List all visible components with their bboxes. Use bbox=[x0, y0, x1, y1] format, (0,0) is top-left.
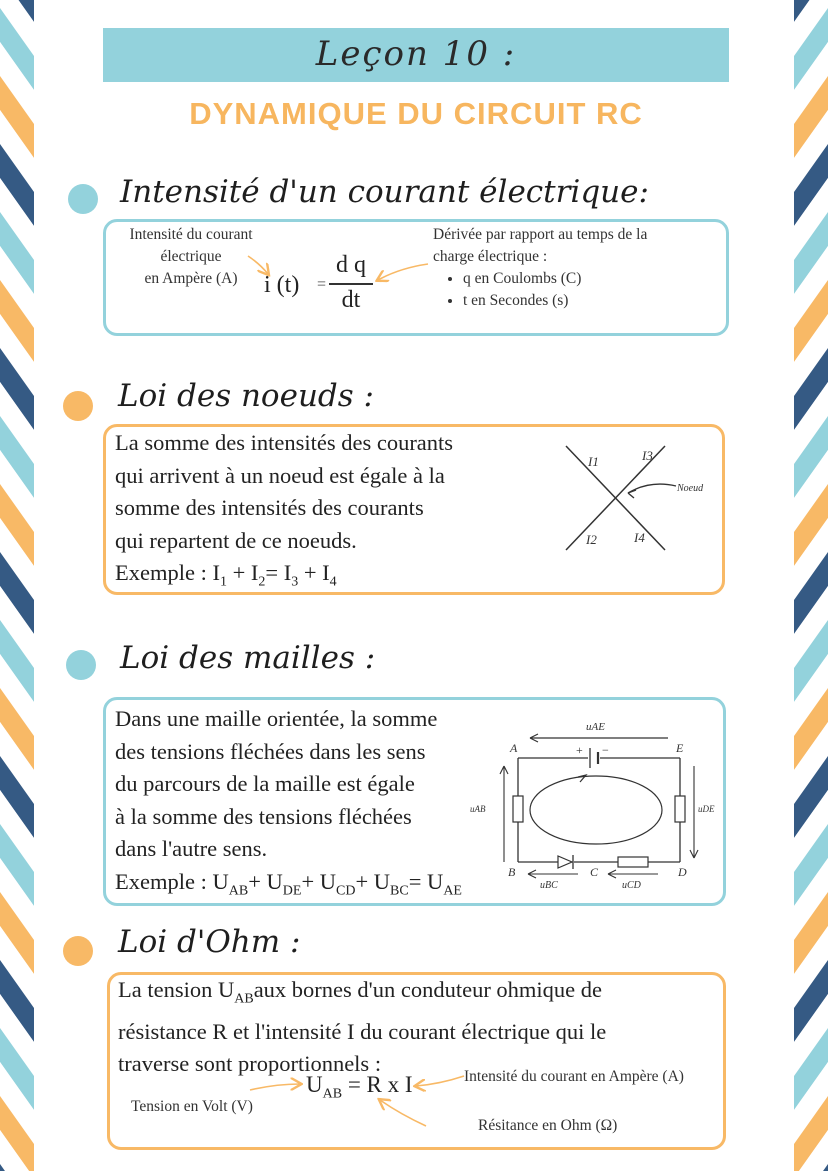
svg-text:D: D bbox=[678, 865, 687, 879]
ohm-line-2: résistance R et l'intensité I du courant électrique qui le bbox=[118, 1018, 607, 1044]
node-label-i2: I2 bbox=[586, 532, 597, 547]
ohm-text bbox=[118, 974, 718, 1080]
arrow-voltage bbox=[250, 1084, 300, 1090]
formula-intensity-lhs: i (t) bbox=[264, 272, 300, 298]
section-bullet-meshes bbox=[66, 650, 96, 680]
ohm-formula-rest: = R x I bbox=[342, 1072, 413, 1097]
ohm-formula-u: U bbox=[306, 1072, 323, 1097]
heading-nodes: Loi des noeuds : bbox=[118, 378, 374, 414]
meshes-example: Exemple : $U_{AB}+ U_{DE}+ U_{CD}+ U_{BC}= U_{AE}$ bbox=[115, 868, 462, 898]
nodes-example: Exemple : $I_1 + I_2= I_3 + I_4$ bbox=[115, 560, 337, 590]
svg-text:−: − bbox=[602, 743, 609, 757]
heading-meshes: Loi des mailles : bbox=[120, 640, 376, 676]
meshes-line: à la somme des tensions fléchées bbox=[115, 803, 412, 829]
meshes-line: du parcours de la maille est égale bbox=[115, 771, 415, 796]
arrow-resistance bbox=[380, 1100, 426, 1126]
meshes-line: des tensions fléchées dans les sens bbox=[115, 738, 426, 764]
intensity-arrows bbox=[230, 250, 430, 290]
svg-text:C: C bbox=[590, 865, 599, 879]
heading-ohm: Loi d'Ohm : bbox=[118, 924, 301, 960]
nodes-diagram bbox=[550, 438, 710, 556]
section-bullet-nodes bbox=[63, 391, 93, 421]
list-item: • t en Secondes (s) bbox=[463, 290, 723, 312]
meshes-circuit-diagram bbox=[468, 712, 718, 892]
formula-intensity-eq: = bbox=[317, 276, 327, 293]
nodes-line: La somme des intensités des courants bbox=[115, 430, 454, 455]
formula-intensity-den: dt bbox=[341, 287, 361, 313]
node-label-i1: I1 bbox=[588, 454, 599, 469]
svg-text:uAE: uAE bbox=[586, 721, 605, 733]
section-bullet-intensity bbox=[68, 184, 98, 214]
example-label: Exemple : bbox=[115, 868, 207, 894]
meshes-line: Dans une maille orientée, la somme bbox=[115, 706, 438, 731]
svg-text:+: + bbox=[576, 743, 583, 757]
intensity-left-label-line: Intensité du courant bbox=[129, 226, 253, 243]
arrow-right-to-formula bbox=[378, 264, 428, 280]
meshes-line: dans l'autre sens. bbox=[115, 836, 268, 861]
node-point-label: Noeud bbox=[677, 483, 704, 494]
svg-text:uDE: uDE bbox=[698, 804, 715, 814]
ohm-label-current: Intensité du courant en Ampère (A) bbox=[464, 1068, 684, 1085]
nodes-line: somme des intensités des courants bbox=[115, 495, 424, 520]
node-label-i3: I3 bbox=[642, 448, 653, 463]
arrow-left-to-formula bbox=[248, 256, 268, 274]
heading-intensity: Intensité d'un courant électrique: bbox=[120, 174, 649, 210]
page-title: DYNAMIQUE DU CIRCUIT RC bbox=[189, 96, 643, 131]
svg-text:uCD: uCD bbox=[622, 880, 641, 891]
svg-text:uAB: uAB bbox=[470, 804, 486, 814]
ohm-label-resistance: Résitance en Ohm (Ω) bbox=[478, 1117, 618, 1134]
intensity-right-label-line: charge électrique : bbox=[433, 248, 548, 265]
intensity-unit-list bbox=[433, 268, 723, 312]
intensity-right-label-line: Dérivée par rapport au temps de la bbox=[433, 226, 648, 243]
svg-text:E: E bbox=[676, 741, 684, 755]
ohm-line-1 bbox=[118, 974, 718, 1016]
ohm-line-1-sub: AB bbox=[234, 991, 254, 1007]
formula-intensity-num: d q bbox=[336, 252, 366, 278]
intensity-left-label-line: électrique bbox=[160, 248, 222, 265]
meshes-text bbox=[115, 703, 495, 908]
lesson-banner bbox=[103, 28, 729, 82]
ohm-formula-sub: AB bbox=[322, 1086, 343, 1102]
svg-text:A: A bbox=[510, 741, 518, 755]
left-stripe-border bbox=[0, 0, 34, 1171]
svg-text:B: B bbox=[508, 865, 516, 879]
right-stripe-border bbox=[794, 0, 828, 1171]
ohm-label-voltage: Tension en Volt (V) bbox=[131, 1098, 253, 1115]
node-label-i4: I4 bbox=[634, 530, 645, 545]
ohm-line-1a: La tension U bbox=[118, 977, 235, 1002]
ohm-line-1b: aux bornes d'un conduteur ohmique de bbox=[253, 977, 603, 1002]
intensity-left-label-line: en Ampère (A) bbox=[144, 270, 238, 287]
example-label: Exemple : bbox=[115, 560, 207, 585]
arrow-current bbox=[416, 1076, 464, 1086]
ohm-arrows bbox=[240, 1066, 480, 1136]
lesson-number: Leçon 10 : bbox=[315, 34, 517, 74]
nodes-line: qui repartent de ce noeuds. bbox=[115, 527, 357, 553]
section-bullet-ohm bbox=[63, 936, 93, 966]
intensity-right-label bbox=[433, 224, 723, 312]
svg-text:uBC: uBC bbox=[540, 880, 558, 891]
ohm-line-3: traverse sont proportionnels : bbox=[118, 1050, 382, 1076]
nodes-text bbox=[115, 427, 535, 599]
nodes-line: qui arrivent à un noeud est égale à la bbox=[115, 462, 445, 488]
list-item: • q en Coulombs (C) bbox=[463, 268, 723, 290]
